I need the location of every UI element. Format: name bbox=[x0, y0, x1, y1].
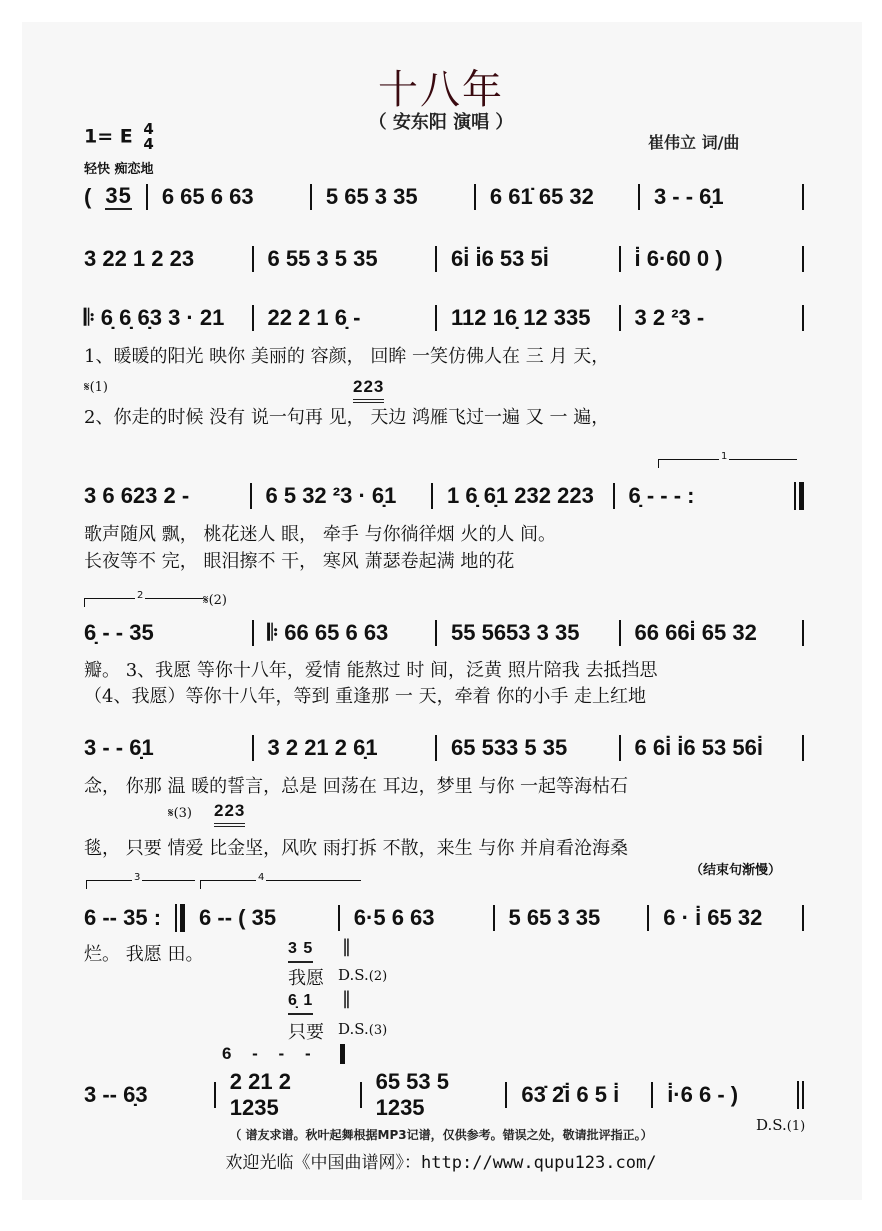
barline bbox=[619, 620, 621, 646]
measure bbox=[451, 620, 605, 646]
barline bbox=[252, 735, 254, 761]
measure-notes: 6 61̇ 65 32 bbox=[489, 184, 594, 209]
measure-notes: 3 2 21 2 6̣1 bbox=[267, 735, 378, 760]
measure bbox=[268, 305, 422, 331]
segno-1-icon: 𝄋(1) bbox=[84, 380, 109, 395]
measure bbox=[447, 483, 599, 509]
measure bbox=[451, 305, 605, 331]
measure bbox=[162, 184, 296, 210]
music-row-7 bbox=[84, 903, 804, 933]
final-barline bbox=[340, 1044, 345, 1064]
segno-3-icon: 𝄋(3) bbox=[168, 806, 193, 821]
measure bbox=[268, 246, 422, 272]
music-row-4 bbox=[84, 481, 804, 511]
measure-notes: 65 53 5 1235 bbox=[375, 1069, 449, 1120]
measure bbox=[230, 1069, 346, 1121]
ending-lyric-1: 我愿 bbox=[288, 968, 324, 989]
song-title: 十八年 bbox=[378, 67, 504, 113]
music-row-1 bbox=[84, 182, 804, 212]
measure-notes: i̇·6 6 - ) bbox=[667, 1082, 739, 1107]
measure bbox=[84, 620, 238, 646]
measure bbox=[635, 735, 789, 761]
lyric-verse-3: 念， 你那 温 暖的誓言，总是 回荡在 耳边，梦里 与你 一起等海枯石 bbox=[84, 776, 629, 797]
measure-notes: 6i̇ i̇6 53 5i̇ bbox=[451, 246, 549, 271]
measure-notes: 3 - - 6̣1 bbox=[84, 735, 154, 760]
lyric-verse-4: （4、我愿）等你十八年，等到 重逢那 一 天，牵着 你的小手 走上红地 bbox=[84, 686, 647, 707]
measure-notes: 1 6̣ 6̣1 232 223 bbox=[447, 483, 594, 508]
measure bbox=[635, 246, 789, 272]
measure bbox=[84, 483, 236, 509]
note-group: 35 bbox=[105, 182, 132, 208]
lyric-verse-4: 毯， 只要 情爱 比金坚，风吹 雨打拆 不散，来生 与你 并肩看沧海桑 bbox=[84, 838, 629, 859]
lyric-line: 烂。 我愿 田。 bbox=[84, 944, 204, 965]
volta-bracket-3 bbox=[86, 872, 195, 889]
measure bbox=[521, 1082, 637, 1108]
measure-notes: 112 16̣ 12 335 bbox=[451, 305, 591, 330]
ending-notes-1: 3 5 bbox=[288, 938, 313, 963]
barline bbox=[338, 905, 340, 931]
lyric-verse-1: 1、暖暖的阳光 映你 美丽的 容颜， 回眸 一笑仿佛人在 三 月 天， bbox=[84, 346, 610, 367]
measure-notes: 63̇ 2̇i̇ 6 5 i̇ bbox=[521, 1082, 620, 1107]
ds-mark: (3) bbox=[368, 1023, 388, 1038]
barline bbox=[619, 735, 621, 761]
time-top: 4 bbox=[143, 120, 154, 138]
double-barline bbox=[797, 1081, 804, 1109]
measure-notes: 6 65 6 63 bbox=[161, 184, 254, 209]
measure bbox=[490, 184, 624, 210]
measure bbox=[663, 905, 788, 931]
measure bbox=[635, 620, 789, 646]
measure bbox=[268, 735, 422, 761]
barline bbox=[310, 184, 312, 210]
measure bbox=[654, 184, 788, 210]
measure-notes: 55 5653 3 35 bbox=[451, 620, 580, 645]
volta-number: 1 bbox=[721, 451, 728, 462]
measure-notes: 6 5 32 ²3 · 6̣1 bbox=[265, 483, 397, 508]
lyric-verse-2: 2、你走的时候 没有 说一句再 见， 天边 鸿雁飞过一遍 又 一 遍， bbox=[84, 407, 610, 428]
barline bbox=[146, 184, 148, 210]
ending-notes-2: 6̣ 1 bbox=[288, 990, 313, 1015]
music-row-3 bbox=[84, 303, 804, 333]
volta-bracket-2 bbox=[84, 590, 203, 607]
barline bbox=[252, 620, 254, 646]
measure-notes: 6̣ - - - : bbox=[628, 483, 695, 508]
measure bbox=[266, 483, 418, 509]
measure-notes: 6 -- ( 35 bbox=[199, 905, 277, 930]
measure-notes: 6 55 3 5 35 bbox=[267, 246, 378, 271]
barline bbox=[250, 483, 252, 509]
volta-number: 2 bbox=[137, 590, 144, 601]
barline bbox=[214, 1082, 216, 1108]
measure-notes: 6 -- 35 : bbox=[84, 905, 162, 930]
lyric-verse-2: 长夜等不 完， 眼泪擦不 干， 寒风 萧瑟卷起满 地的花 bbox=[84, 551, 515, 572]
barline bbox=[802, 305, 804, 331]
music-row-8 bbox=[84, 1069, 804, 1120]
key-signature bbox=[84, 122, 154, 152]
ds-mark: (1) bbox=[786, 1119, 806, 1134]
time-bottom: 4 bbox=[143, 135, 154, 153]
measure-notes: 3 2 ²3 - bbox=[634, 305, 705, 330]
barline bbox=[638, 184, 640, 210]
double-bar-icon: ‖ bbox=[342, 988, 351, 1009]
time-signature bbox=[143, 122, 153, 152]
measure-notes: 𝄆 66 65 6 63 bbox=[267, 620, 389, 645]
barline bbox=[619, 246, 621, 272]
measure bbox=[635, 305, 789, 331]
volta-bracket-4 bbox=[200, 872, 361, 889]
measure-notes: 22 2 1 6̣ - bbox=[267, 305, 361, 330]
measure-notes: 6·5 6 63 bbox=[353, 905, 435, 930]
ds-label bbox=[338, 966, 387, 984]
measure-notes: 6 · i̇ 65 32 bbox=[663, 905, 763, 930]
measure-notes: 𝄆 6̣ 6̣ 6̣3 3 · 21 bbox=[84, 305, 225, 330]
measure-notes: 2 21 2 1235 bbox=[229, 1069, 291, 1120]
barline bbox=[802, 184, 804, 210]
music-row-6 bbox=[84, 733, 804, 763]
barline bbox=[431, 483, 433, 509]
barline bbox=[647, 905, 649, 931]
measure-notes: 3 -- 6̣3 bbox=[84, 1082, 148, 1107]
measure-notes: 5 65 3 35 bbox=[325, 184, 418, 209]
alt-notes: 223 bbox=[353, 376, 384, 403]
composer-credit: 崔伟立 词/曲 bbox=[648, 133, 740, 152]
site-credit: 欢迎光临《中国曲谱网》：http://www.qupu123.com/ bbox=[225, 1153, 657, 1173]
double-bar-icon: ‖ bbox=[342, 936, 351, 957]
measure bbox=[509, 905, 634, 931]
paren: ( bbox=[84, 184, 92, 209]
measure-notes: 3 22 1 2 23 bbox=[84, 246, 195, 271]
ending-notes-3: 6 - - - bbox=[222, 1044, 319, 1063]
ending-note: （结束句渐慢） bbox=[690, 863, 782, 878]
measure bbox=[84, 305, 238, 331]
ds-label bbox=[338, 1020, 387, 1038]
measure-notes: i̇ 6·60 0 ) bbox=[634, 246, 723, 271]
barline bbox=[435, 735, 437, 761]
lyric-verse-3: 瓣。 3、我愿 等你十八年，爱情 能熬过 时 间，泛黄 照片陪我 去抵挡思 bbox=[84, 660, 658, 681]
measure-notes: 66 66i̇ 65 32 bbox=[634, 620, 757, 645]
measure bbox=[667, 1082, 783, 1108]
barline bbox=[360, 1082, 362, 1108]
lyric-verse-1: 歌声随风 飘， 桃花迷人 眼， 牵手 与你徜徉烟 火的人 间。 bbox=[84, 524, 557, 545]
measure bbox=[326, 184, 460, 210]
barline bbox=[802, 905, 804, 931]
music-row-5 bbox=[84, 618, 804, 648]
measure bbox=[84, 735, 238, 761]
music-row-2 bbox=[84, 244, 804, 274]
segno-2-icon: 𝄋(2) bbox=[203, 593, 228, 608]
barline bbox=[613, 483, 615, 509]
key-label: 1= E bbox=[84, 125, 133, 148]
barline bbox=[435, 246, 437, 272]
measure bbox=[451, 246, 605, 272]
volta-bracket-1 bbox=[658, 451, 797, 468]
ds-mark: (2) bbox=[368, 969, 388, 984]
barline bbox=[474, 184, 476, 210]
measure bbox=[354, 905, 479, 931]
barline bbox=[802, 246, 804, 272]
measure bbox=[451, 735, 605, 761]
barline bbox=[435, 620, 437, 646]
measure bbox=[268, 620, 422, 646]
measure-notes: 3 6 623 2 - bbox=[84, 483, 190, 508]
barline bbox=[435, 305, 437, 331]
ds-text: D.S. bbox=[338, 1020, 369, 1038]
repeat-end-barline bbox=[794, 482, 804, 510]
barline bbox=[493, 905, 495, 931]
volta-number: 4 bbox=[258, 872, 265, 883]
tempo-marking: 轻快 痴恋地 bbox=[84, 162, 154, 177]
singer-credit: （ 安东阳 演唱 ） bbox=[368, 112, 514, 133]
barline bbox=[802, 735, 804, 761]
measure bbox=[199, 905, 324, 931]
measure bbox=[629, 483, 781, 509]
ending-lyric-2: 只要 bbox=[288, 1022, 324, 1043]
transcriber-note: （ 谱友求谱。秋叶起舞根据MP3记谱，仅供参考。错误之处，敬请批评指正。） bbox=[229, 1128, 653, 1142]
measure-notes: 3 - - 6̣1 bbox=[653, 184, 724, 209]
measure-notes: 6̣ - - 35 bbox=[84, 620, 154, 645]
barline bbox=[651, 1082, 653, 1108]
measure-notes: 65 533 5 35 bbox=[451, 735, 568, 760]
measure bbox=[84, 1082, 200, 1108]
alt-notes: 223 bbox=[214, 800, 245, 827]
barline bbox=[252, 246, 254, 272]
barline bbox=[505, 1082, 507, 1108]
measure-notes: 6 6i̇ i̇6 53 56i̇ bbox=[634, 735, 763, 760]
barline bbox=[802, 620, 804, 646]
volta-number: 3 bbox=[134, 872, 141, 883]
barline bbox=[619, 305, 621, 331]
repeat-end-barline bbox=[175, 904, 185, 932]
ds-text: D.S. bbox=[338, 966, 369, 984]
measure bbox=[84, 246, 238, 272]
measure bbox=[376, 1069, 492, 1121]
measure-notes: 5 65 3 35 bbox=[508, 905, 601, 930]
barline bbox=[252, 305, 254, 331]
ds-text: D.S. bbox=[756, 1116, 787, 1134]
